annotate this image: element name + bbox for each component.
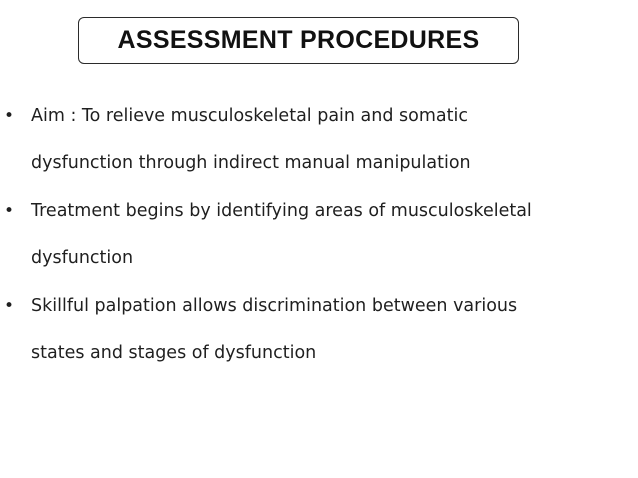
bullet-list <box>0 93 638 378</box>
bullet-text-line: dysfunction through indirect manual manipulation <box>31 153 471 173</box>
bullet-text-line: Skillful palpation allows discrimination between various <box>31 296 518 316</box>
bullet-dot-icon: • <box>4 201 15 221</box>
bullet-text-line: Aim : To relieve musculoskeletal pain and somatic <box>31 106 468 126</box>
bullet-item-palpation <box>0 283 638 377</box>
bullet-item-aim <box>0 93 638 187</box>
bullet-item-treatment <box>0 188 638 282</box>
slide-title: ASSESSMENT PROCEDURES <box>117 26 480 54</box>
bullet-text-line: Treatment begins by identifying areas of musculoskeletal <box>31 201 532 221</box>
title-box <box>78 17 519 64</box>
bullet-dot-icon: • <box>4 296 15 316</box>
bullet-text-line: states and stages of dysfunction <box>31 343 317 363</box>
bullet-text-line: dysfunction <box>31 248 134 268</box>
bullet-dot-icon: • <box>4 106 15 126</box>
